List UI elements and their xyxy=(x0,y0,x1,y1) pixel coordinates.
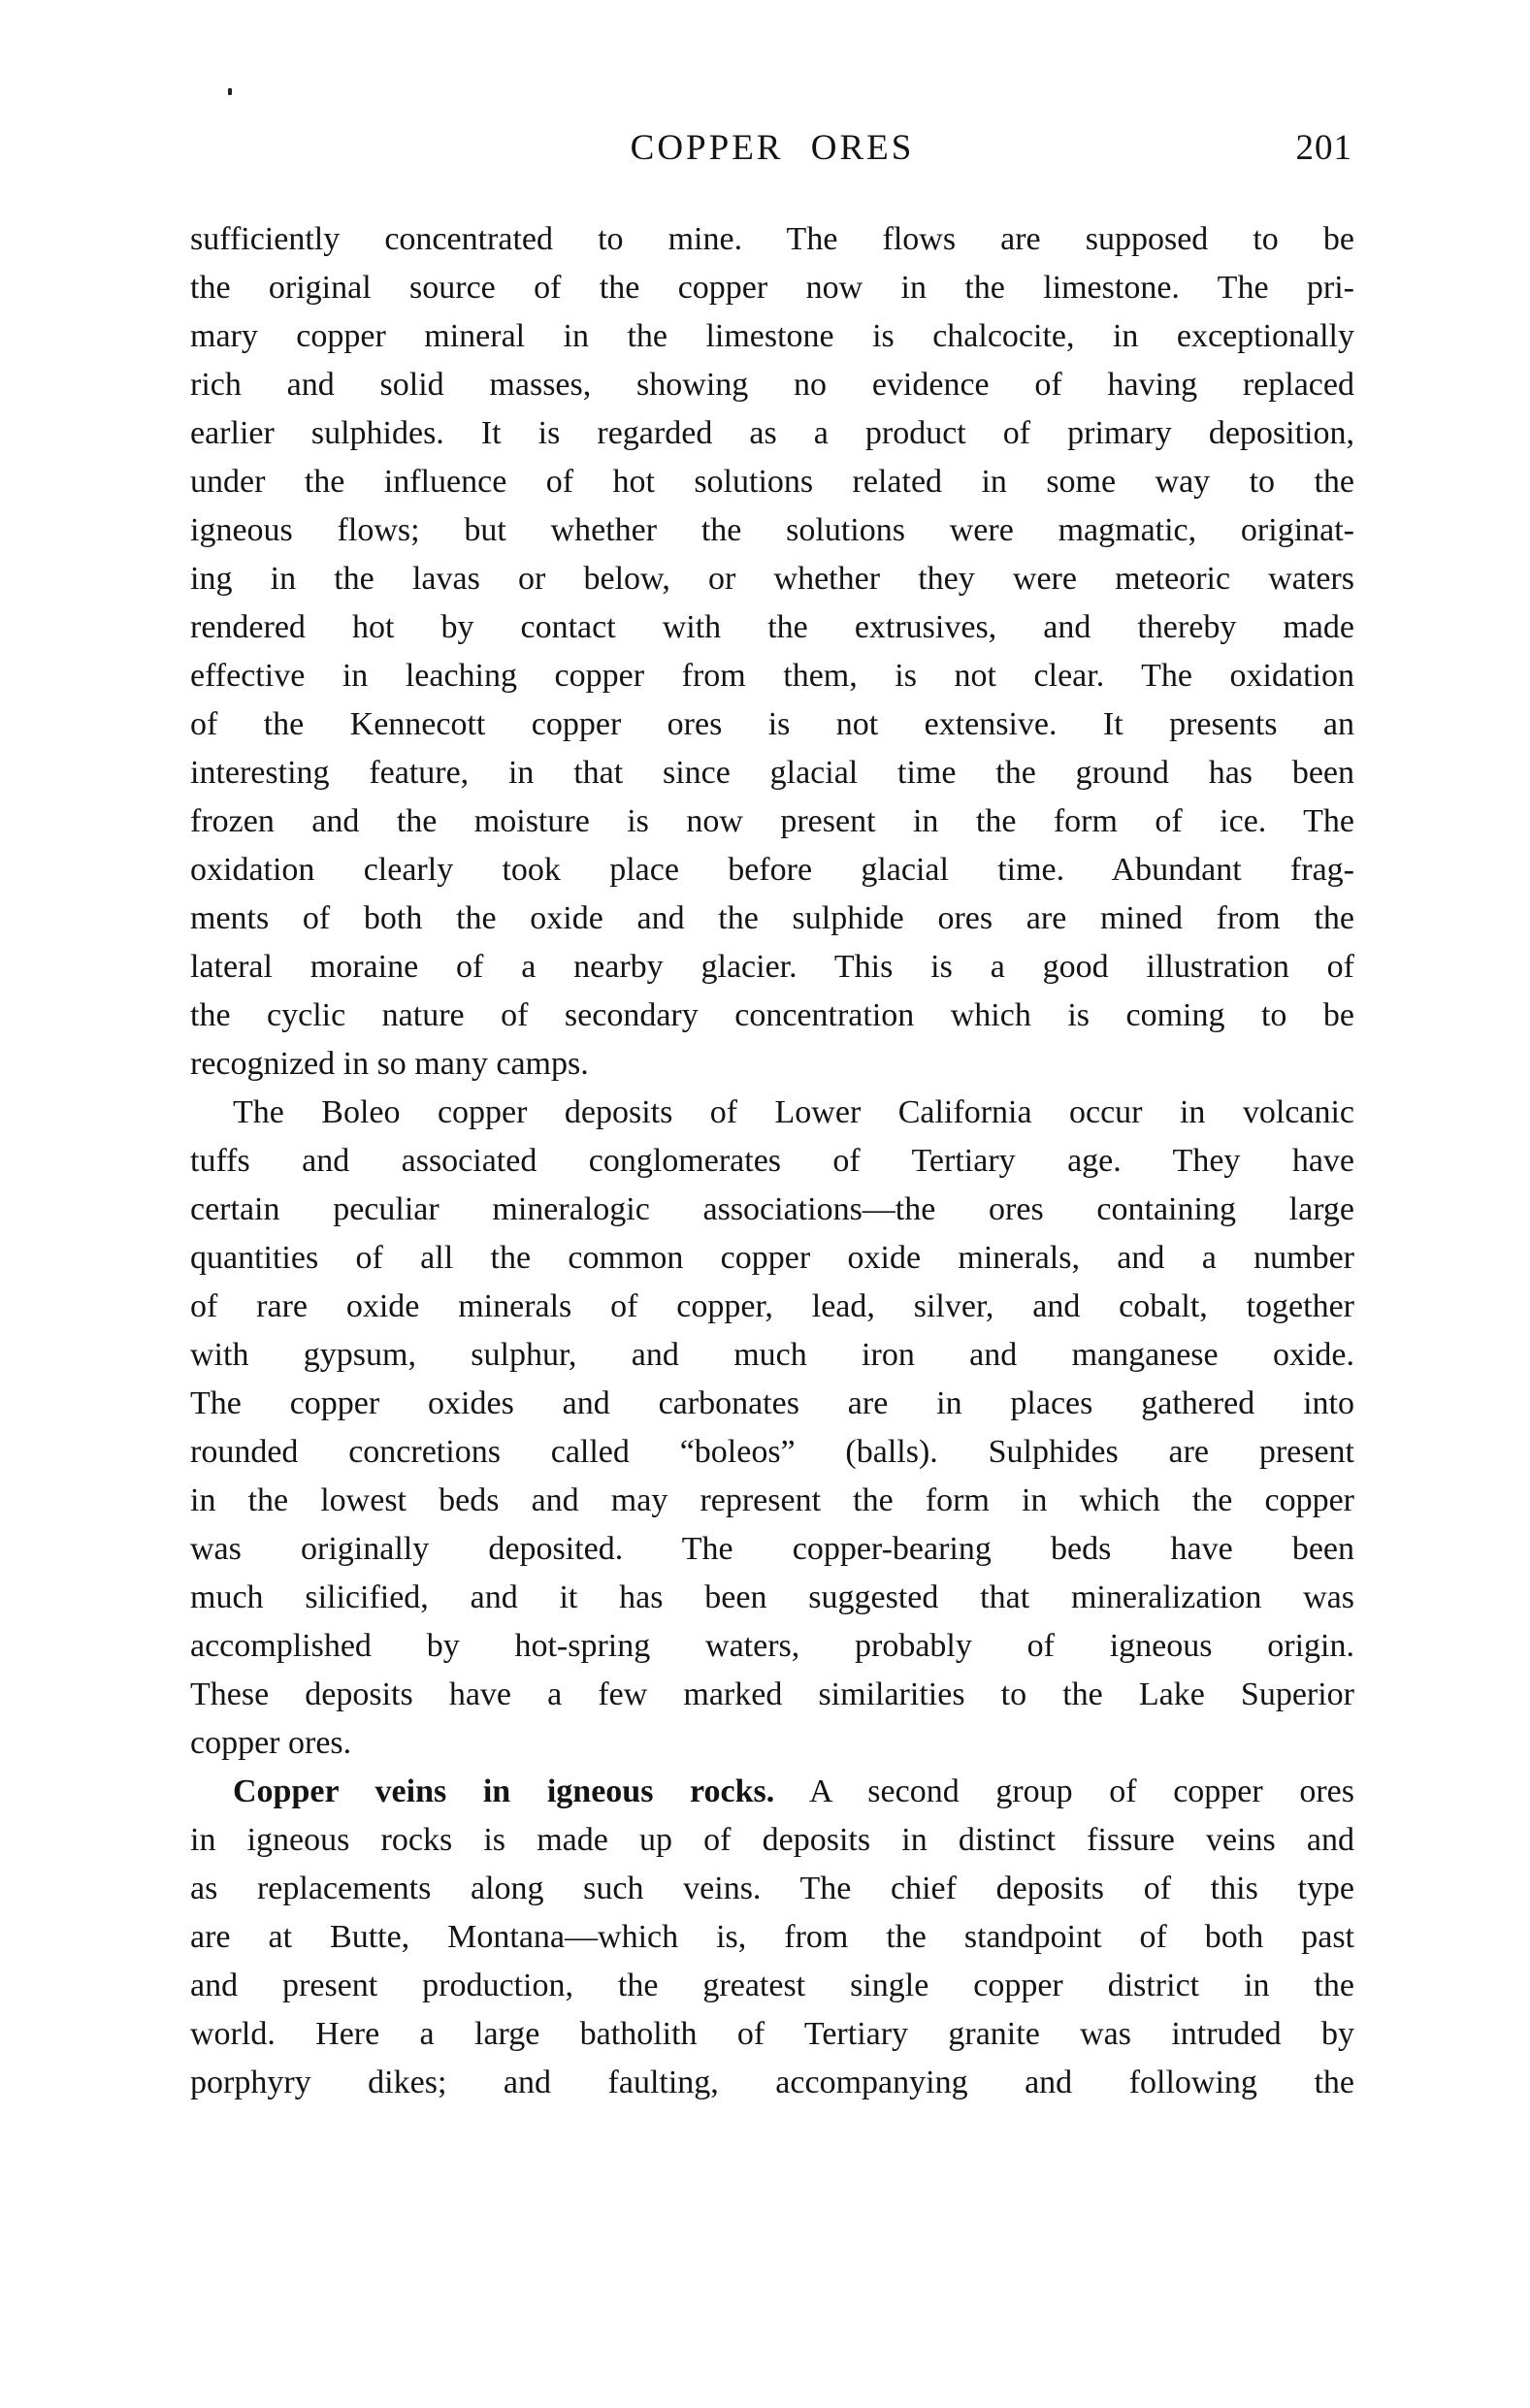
text-line: igneous flows; but whether the solutions were magmatic, originat- xyxy=(190,512,1354,548)
text-line: world. Here a large batholith of Tertiary granite was intruded by xyxy=(190,2016,1354,2052)
text-line: of rare oxide minerals of copper, lead, silver, and cobalt, together xyxy=(190,1288,1354,1324)
paragraph-lead-bold: Copper veins in igneous rocks. xyxy=(233,1773,775,1809)
body-text xyxy=(190,215,1354,2107)
text-line: mary copper mineral in the limestone is chalcocite, in exceptionally xyxy=(190,318,1354,354)
text-line: as replacements along such veins. The chief deposits of this type xyxy=(190,1871,1354,1906)
page-header-title: COPPER ORES xyxy=(630,128,915,168)
paragraph xyxy=(190,1768,1354,2107)
text-line: These deposits have a few marked similarities to the Lake Superior xyxy=(190,1676,1354,1712)
text-line: the original source of the copper now in the limestone. The pri- xyxy=(190,270,1354,306)
page-number: 201 xyxy=(1295,128,1352,168)
text-line: and present production, the greatest single copper district in the xyxy=(190,1968,1354,2003)
text-line: oxidation clearly took place before glacial time. Abundant frag- xyxy=(190,852,1354,888)
text-line: The Boleo copper deposits of Lower California occur in volcanic xyxy=(233,1094,1354,1130)
text-line: earlier sulphides. It is regarded as a product of primary deposition, xyxy=(190,415,1354,451)
paragraph xyxy=(190,1089,1354,1768)
text-line: with gypsum, sulphur, and much iron and manganese oxide. xyxy=(190,1337,1354,1373)
text-line: rendered hot by contact with the extrusives, and thereby made xyxy=(190,609,1354,645)
text-line: quantities of all the common copper oxide minerals, and a number xyxy=(190,1240,1354,1276)
text-line: sufficiently concentrated to mine. The flows are supposed to be xyxy=(190,221,1354,257)
text-line: rounded concretions called “boleos” (balls). Sulphides are present xyxy=(190,1434,1354,1470)
text-line: frozen and the moisture is now present in the form of ice. The xyxy=(190,803,1354,839)
text-line: of the Kennecott copper ores is not extensive. It presents an xyxy=(190,706,1354,742)
text-line xyxy=(190,1768,1354,1816)
text-line: the cyclic nature of secondary concentration which is coming to be xyxy=(190,997,1354,1033)
text-line: tuffs and associated conglomerates of Tertiary age. They have xyxy=(190,1143,1354,1179)
text-line: effective in leaching copper from them, is not clear. The oxidation xyxy=(190,658,1354,694)
text-line: much silicified, and it has been suggested that mineralization was xyxy=(190,1579,1354,1615)
text-line: porphyry dikes; and faulting, accompanying and following the xyxy=(190,2065,1354,2100)
paragraph-lead-rest: A second group of copper ores xyxy=(809,1773,1354,1809)
text-line: ing in the lavas or below, or whether they were meteoric waters xyxy=(190,561,1354,597)
scan-artifact-speck xyxy=(228,88,232,95)
text-line: certain peculiar mineralogic associations—the ores containing large xyxy=(190,1191,1354,1227)
text-line: copper ores. xyxy=(190,1725,352,1761)
page-header xyxy=(190,126,1354,171)
text-line: interesting feature, in that since glacial time the ground has been xyxy=(190,755,1354,791)
text-line: under the influence of hot solutions related in some way to the xyxy=(190,464,1354,500)
text-line: accomplished by hot-spring waters, probably of igneous origin. xyxy=(190,1628,1354,1664)
text-line: in igneous rocks is made up of deposits in distinct fissure veins and xyxy=(190,1822,1354,1858)
text-line: in the lowest beds and may represent the form in which the copper xyxy=(190,1482,1354,1518)
text-line: was originally deposited. The copper-bearing beds have been xyxy=(190,1531,1354,1567)
paragraph xyxy=(190,215,1354,1089)
text-line: recognized in so many camps. xyxy=(190,1046,589,1082)
text-line: lateral moraine of a nearby glacier. This is a good illustration of xyxy=(190,949,1354,985)
text-line: ments of both the oxide and the sulphide ores are mined from the xyxy=(190,900,1354,936)
text-line: The copper oxides and carbonates are in places gathered into xyxy=(190,1385,1354,1421)
text-line: are at Butte, Montana—which is, from the standpoint of both past xyxy=(190,1919,1354,1955)
text-line: rich and solid masses, showing no evidence of having replaced xyxy=(190,367,1354,403)
